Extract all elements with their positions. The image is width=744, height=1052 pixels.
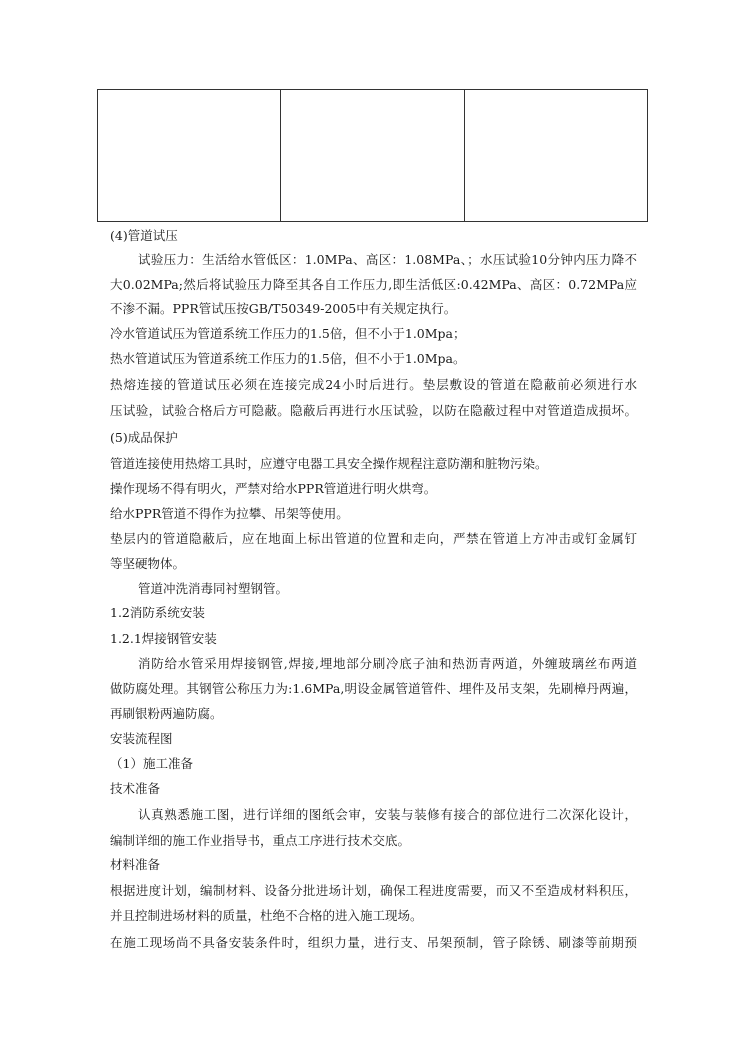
- text-line: 操作现场不得有明火，严禁对给水PPR管道进行明火烘弯。: [110, 481, 437, 496]
- text-line: 材料准备: [110, 857, 161, 872]
- text-line: （1）施工准备: [110, 756, 193, 771]
- table-cell: [281, 90, 464, 221]
- text-line: (5)成品保护: [110, 430, 178, 445]
- text-line: 安装流程图: [110, 731, 173, 746]
- text-line: (4)管道试压: [110, 228, 178, 243]
- text-line: 等坚硬物体。: [110, 556, 186, 571]
- text-line: 管道冲洗消毒同衬塑钢管。: [138, 581, 289, 596]
- text-line: 压试验，试验合格后方可隐蔽。隐蔽后再进行水压试验，以防在隐蔽过程中对管道造成损坏。: [110, 403, 637, 418]
- text-line: 做防腐处理。其钢管公称压力为:1.6MPa,明设金属管道管件、埋件及吊支架，先刷樟丹两遍，: [110, 681, 637, 696]
- text-line: 热熔连接的管道试压必须在连接完成24小时后进行。垫层敷设的管道在隐蔽前必须进行水: [110, 377, 637, 392]
- text-line: 冷水管道试压为管道系统工作压力的1.5倍，但不小于1.0Mpa；: [110, 326, 466, 341]
- text-line: 根据进度计划，编制材料、设备分批进场计划，确保工程进度需要，而又不至造成材料积压，: [110, 883, 637, 898]
- table-cell: [465, 90, 647, 221]
- text-line: 给水PPR管道不得作为拉攀、吊架等使用。: [110, 506, 349, 521]
- text-line: 编制详细的施工作业指导书，重点工序进行技术交底。: [110, 833, 411, 848]
- text-line: 试验压力：生活给水管低区：1.0MPa、高区：1.08MPa、；水压试验10分钟内压力降不: [138, 252, 637, 267]
- text-line: 1.2.1焊接钢管安装: [110, 631, 217, 646]
- text-line: 消防给水管采用焊接钢管,焊接,埋地部分刷冷底子油和热沥青两道，外缠玻璃丝布两道: [138, 656, 637, 671]
- text-line: 垫层内的管道隐蔽后，应在地面上标出管道的位置和走向，严禁在管道上方冲击或钉金属钉: [110, 531, 637, 546]
- text-line: 认真熟悉施工图，进行详细的图纸会审，安装与装修有接合的部位进行二次深化设计，: [138, 807, 637, 822]
- text-line: 大0.02MPa;然后将试验压力降至其各自工作压力,即生活低区:0.42MPa、高区：0.72MPa应: [110, 277, 637, 292]
- text-line: 技术准备: [110, 781, 161, 796]
- text-line: 热水管道试压为管道系统工作压力的1.5倍，但不小于1.0Mpa。: [110, 351, 466, 366]
- text-line: 再刷银粉两遍防腐。: [110, 706, 223, 721]
- empty-table: [97, 89, 648, 222]
- text-line: 不渗不漏。PPR管试压按GB/T50349-2005中有关规定执行。: [110, 301, 457, 316]
- text-line: 在施工现场尚不具备安装条件时，组织力量，进行支、吊架预制，管子除锈、刷漆等前期预: [110, 935, 637, 950]
- table-cell: [98, 90, 281, 221]
- text-line: 并且控制进场材料的质量，杜绝不合格的进入施工现场。: [110, 908, 423, 923]
- text-line: 1.2消防系统安装: [110, 605, 205, 620]
- text-line: 管道连接使用热熔工具时，应遵守电器工具安全操作规程注意防潮和脏物污染。: [110, 456, 548, 471]
